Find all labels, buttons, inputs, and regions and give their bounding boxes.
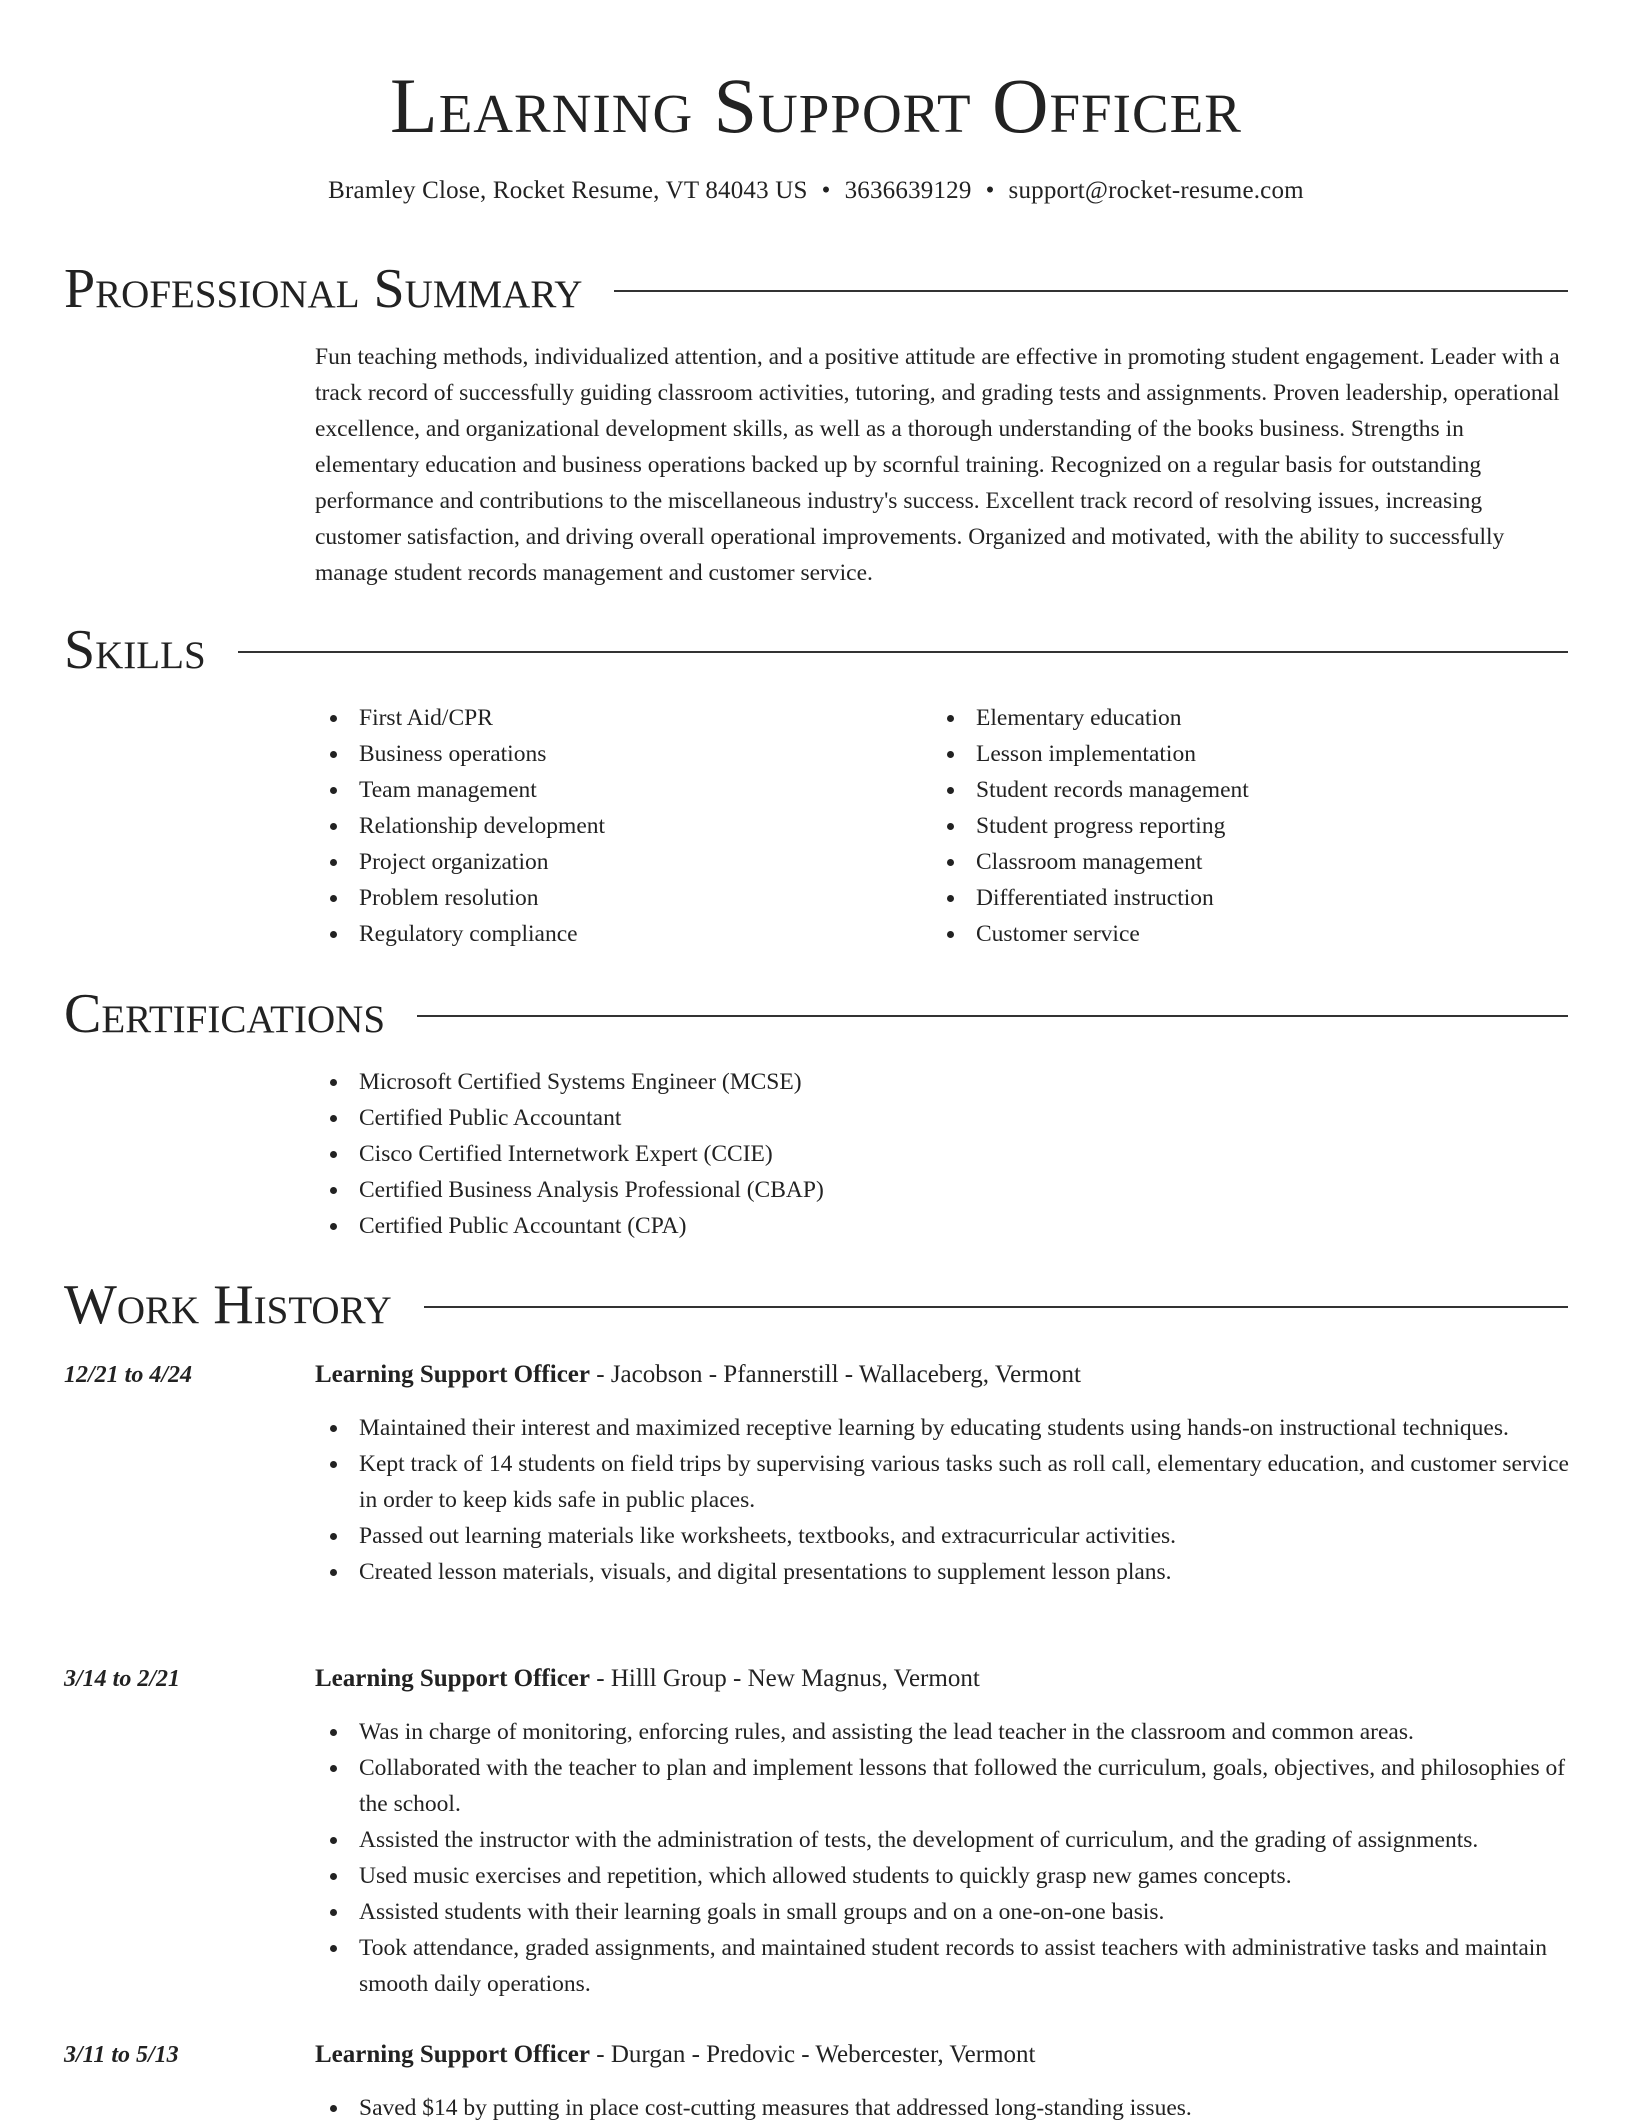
skill-item: Team management bbox=[315, 772, 915, 808]
skill-item: Differentiated instruction bbox=[932, 880, 1532, 916]
section-divider bbox=[417, 1015, 1568, 1017]
duty-item: Maintained their interest and maximized receptive learning by educating students using hands-on instructional techniques. bbox=[315, 1410, 1571, 1446]
section-title: Professional Summary bbox=[64, 258, 583, 320]
skill-item: Lesson implementation bbox=[932, 736, 1532, 772]
job-employer: - Hilll Group - New Magnus, Vermont bbox=[590, 1665, 980, 1692]
section-heading-summary bbox=[64, 255, 1568, 323]
certification-item: Cisco Certified Internetwork Expert (CCIE) bbox=[315, 1136, 1315, 1172]
job-role: Learning Support Officer bbox=[315, 1665, 590, 1692]
section-heading-work-history bbox=[64, 1271, 1568, 1339]
job-dates: 12/21 to 4/24 bbox=[64, 1362, 193, 1388]
duty-item: Kept track of 14 students on field trips by supervising various tasks such as roll call, elementary education, and customer service in order to keep kids safe in public places. bbox=[315, 1446, 1571, 1518]
duty-item: Assisted the instructor with the administration of tests, the development of curriculum, and the grading of assignments. bbox=[315, 1822, 1571, 1858]
section-divider bbox=[614, 290, 1568, 292]
contact-separator: • bbox=[821, 177, 831, 204]
certifications-list bbox=[315, 1064, 1315, 1244]
skill-item: Problem resolution bbox=[315, 880, 915, 916]
duty-item: Was in charge of monitoring, enforcing rules, and assisting the lead teacher in the classroom and common areas. bbox=[315, 1714, 1571, 1750]
job-employer: - Jacobson - Pfannerstill - Wallaceberg, Vermont bbox=[590, 1361, 1081, 1388]
skill-item: Classroom management bbox=[932, 844, 1532, 880]
skills-list-right bbox=[932, 700, 1532, 952]
skill-item: Customer service bbox=[932, 916, 1532, 952]
skill-item: Project organization bbox=[315, 844, 915, 880]
job-duties bbox=[315, 1714, 1571, 2002]
summary-text: Fun teaching methods, individualized attention, and a positive attitude are effective in promoting student engagement. Leader with a track record of successfully guiding classroom activities, tutoring, and grading tests and assignments. Proven leadership, operational excellence, and organizational development skills, as well as a thorough understanding of the books business. Strengths in elementary education and business operations backed up by scornful training. Recognized on a regular basis for outstanding performance and contributions to the miscellaneous industry's success. Excellent track record of resolving issues, increasing customer satisfaction, and driving overall operational improvements. Organized and motivated, with the ability to successfully manage student records management and customer service. bbox=[315, 344, 1560, 586]
contact-phone: 3636639129 bbox=[844, 177, 972, 204]
candidate-name: Learning Support Officer bbox=[390, 62, 1242, 149]
job-role: Learning Support Officer bbox=[315, 1361, 590, 1388]
contact-email: support@rocket-resume.com bbox=[1008, 177, 1304, 204]
certification-item: Certified Public Accountant bbox=[315, 1100, 1315, 1136]
duty-item: Passed out learning materials like worksheets, textbooks, and extracurricular activities. bbox=[315, 1518, 1571, 1554]
section-divider bbox=[238, 651, 1568, 653]
duty-item: Collaborated with the teacher to plan and implement lessons that followed the curriculum, goals, objectives, and philosophies of the school. bbox=[315, 1750, 1571, 1822]
section-heading-skills bbox=[64, 616, 1568, 684]
duty-item: Took attendance, graded assignments, and maintained student records to assist teachers with administrative tasks and maintain smooth daily operations. bbox=[315, 1930, 1571, 2002]
job-heading bbox=[315, 2038, 1571, 2072]
skill-item: Elementary education bbox=[932, 700, 1532, 736]
skill-item: Regulatory compliance bbox=[315, 916, 915, 952]
section-title: Skills bbox=[64, 619, 206, 681]
section-divider bbox=[424, 1306, 1568, 1308]
duty-item: Saved $14 by putting in place cost-cutting measures that addressed long-standing issues. bbox=[315, 2090, 1571, 2126]
certification-item: Microsoft Certified Systems Engineer (MCSE) bbox=[315, 1064, 1315, 1100]
contact-address: Bramley Close, Rocket Resume, VT 84043 US bbox=[328, 177, 808, 204]
contact-line bbox=[0, 174, 1632, 208]
section-heading-certifications bbox=[64, 980, 1568, 1048]
section-title: Work History bbox=[64, 1274, 392, 1336]
job-duties bbox=[315, 2090, 1571, 2126]
job-role: Learning Support Officer bbox=[315, 2041, 590, 2068]
duty-item: Assisted students with their learning goals in small groups and on a one-on-one basis. bbox=[315, 1894, 1571, 1930]
skill-item: Student progress reporting bbox=[932, 808, 1532, 844]
job-dates: 3/11 to 5/13 bbox=[64, 2042, 179, 2068]
skills-list-left bbox=[315, 700, 915, 952]
skill-item: Student records management bbox=[932, 772, 1532, 808]
contact-separator: • bbox=[985, 177, 995, 204]
job-heading bbox=[315, 1358, 1571, 1392]
job-dates: 3/14 to 2/21 bbox=[64, 1666, 181, 1692]
section-title: Certifications bbox=[64, 983, 386, 1045]
skill-item: Relationship development bbox=[315, 808, 915, 844]
job-heading bbox=[315, 1662, 1571, 1696]
job-employer: - Durgan - Predovic - Webercester, Vermont bbox=[590, 2041, 1036, 2068]
duty-item: Created lesson materials, visuals, and digital presentations to supplement lesson plans. bbox=[315, 1554, 1571, 1590]
duty-item: Used music exercises and repetition, which allowed students to quickly grasp new games concepts. bbox=[315, 1858, 1571, 1894]
certification-item: Certified Business Analysis Professional (CBAP) bbox=[315, 1172, 1315, 1208]
skill-item: Business operations bbox=[315, 736, 915, 772]
certification-item: Certified Public Accountant (CPA) bbox=[315, 1208, 1315, 1244]
job-duties bbox=[315, 1410, 1571, 1590]
skill-item: First Aid/CPR bbox=[315, 700, 915, 736]
